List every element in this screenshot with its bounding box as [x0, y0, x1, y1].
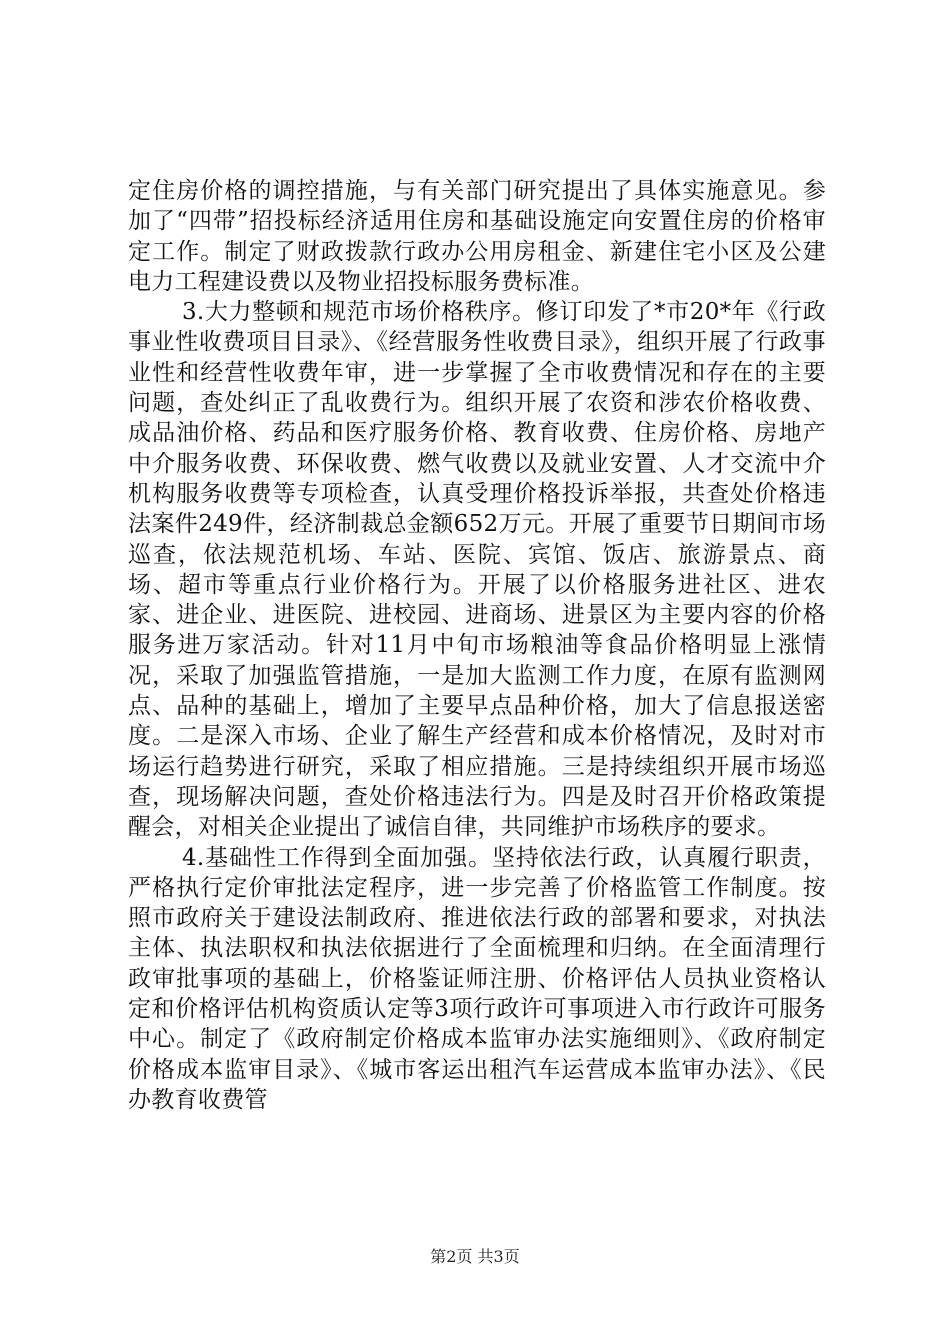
paragraph-market-price-order: 3.大力整顿和规范市场价格秩序。修订印发了*市20*年《行政事业性收费项目目录》、《经营服务性收费目录》，组织开展了行政事业性和经营性收费年审，进一步掌握了全市收费情况和存在的主要问题，查处纠正了乱收费行为。组织开展了农资和涉农价格收费、成品油价格、药品和医疗服务价格、教育收费、住房价格、房地产中介服务收费、环保收费、燃气收费以及就业安置、人才交流中介机构服务收费等专项检查，认真受理价格投诉举报，共查处价格违法案件249件，经济制裁总金额652万元。开展了重要节日期间市场巡查，依法规范机场、车站、医院、宾馆、饭店、旅游景点、商场、超市等重点行业价格行为。开展了以价格服务进社区、进农家、进企业、进医院、进校园、进商场、进景区为主要内容的价格服务进万家活动。针对11月中旬市场粮油等食品价格明显上涨情况，采取了加强监管措施，一是加大监测工作力度，在原有监测网点、品种的基础上，增加了主要早点品种价格，加大了信息报送密度。二是深入市场、企业了解生产经营和成本价格情况，及时对市场运行趋势进行研究，采取了相应措施。三是持续组织开展市场巡查，现场解决问题，查处价格违法行为。四是及时召开价格政策提醒会，对相关企业提出了诚信自律，共同维护市场秩序的要求。: [128, 299, 826, 841]
paragraph-continuation: 定住房价格的调控措施，与有关部门研究提出了具体实施意见。参加了“四带”招投标经济适用住房和基础设施定向安置住房的价格审定工作。制定了财政拨款行政办公用房租金、新建住宅小区及公建电力工程建设费以及物业招投标服务费标准。: [128, 178, 826, 295]
document-body: [128, 176, 826, 1115]
page-number-footer: 第2页 共3页: [430, 1247, 520, 1266]
paragraph-basic-work: 4.基础性工作得到全面加强。坚持依法行政，认真履行职责，严格执行定价审批法定程序，进一步完善了价格监管工作制度。按照市政府关于建设法制政府、推进依法行政的部署和要求，对执法主体、执法职权和执法依据进行了全面梳理和归纳。在全面清理行政审批事项的基础上，价格鉴证师注册、价格评估人员执业资格认定和价格评估机构资质认定等3项行政许可事项进入市行政许可服务中心。制定了《政府制定价格成本监审办法实施细则》、《政府制定价格成本监审目录》、《城市客运出租汽车运营成本监审办法》、《民办教育收费管: [128, 844, 826, 1113]
